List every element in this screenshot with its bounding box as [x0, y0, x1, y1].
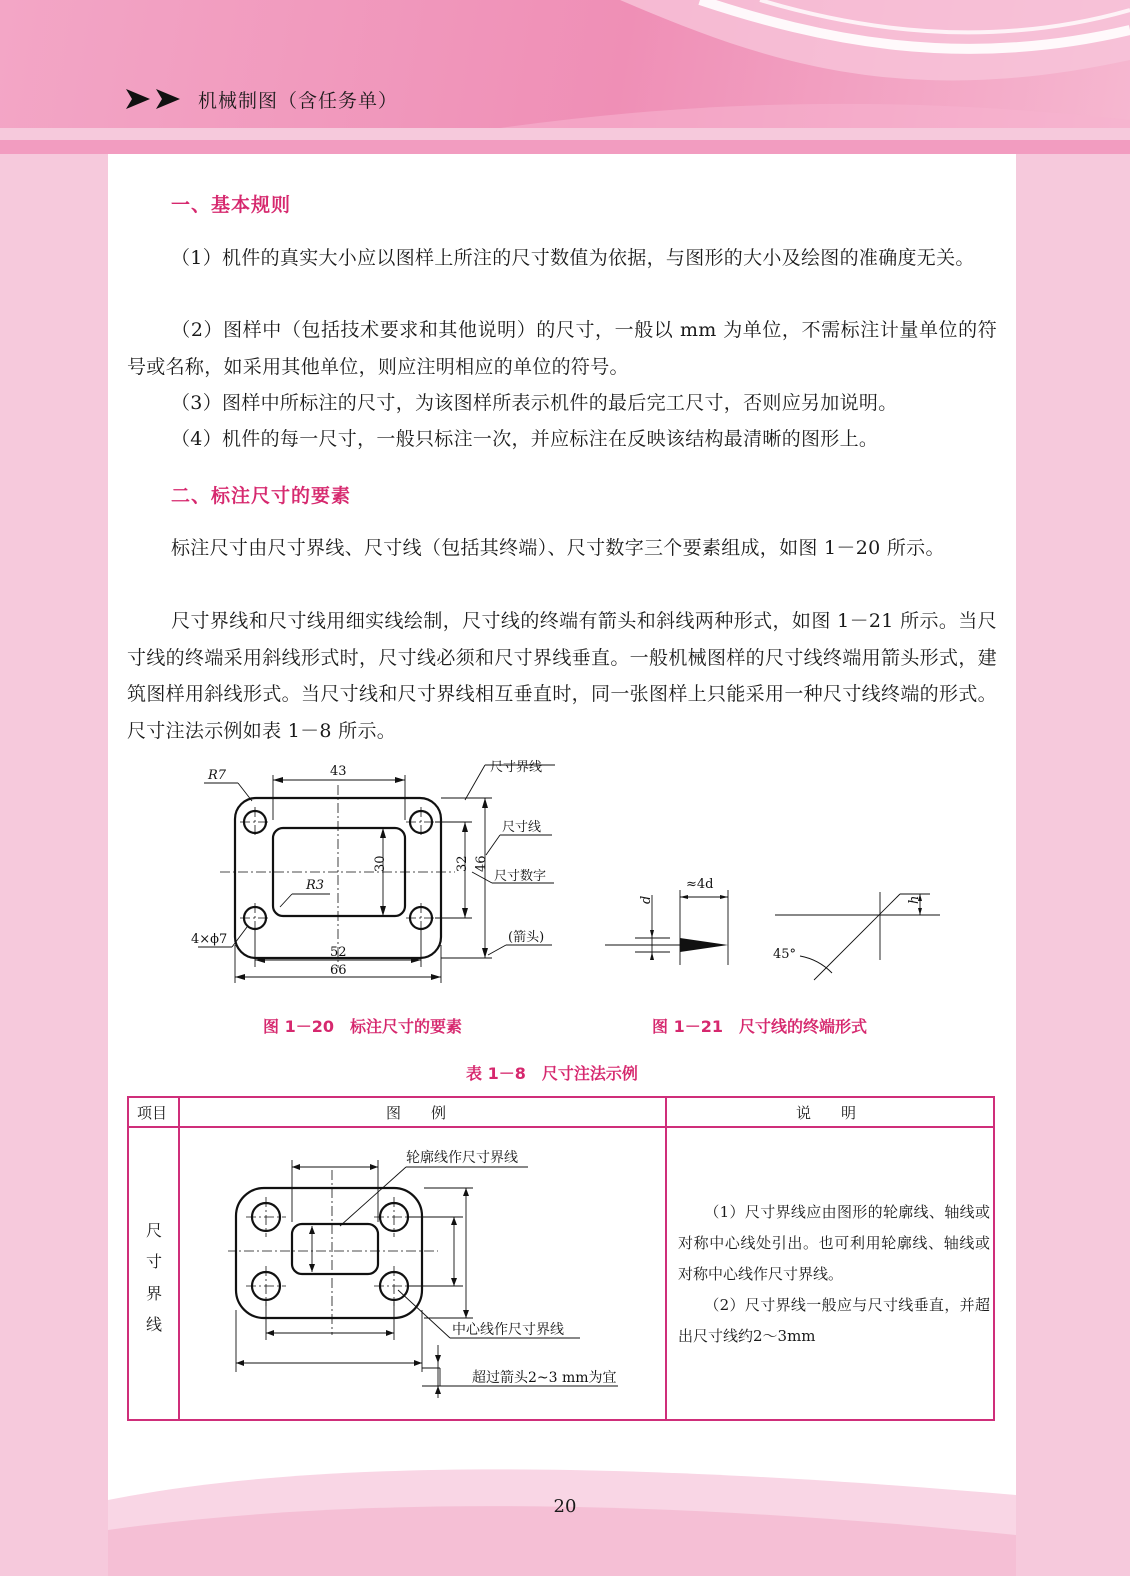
item-char: 尺: [146, 1221, 163, 1240]
section-heading-basic-rules: 一、基本规则: [171, 194, 292, 216]
label-46: 46: [474, 855, 489, 872]
item-char: 寸: [146, 1252, 163, 1271]
table-header-explanation: 说 明: [796, 1104, 857, 1122]
section-heading-elements: 二、标注尺寸的要素: [171, 485, 352, 507]
table-header-item: 项目: [137, 1104, 168, 1122]
header-band: [0, 140, 1130, 154]
label-43: 43: [330, 764, 347, 779]
callout-overshoot: 超过箭头2~3 mm为宜: [472, 1370, 617, 1386]
label-32: 32: [455, 855, 470, 872]
header-banner: [0, 0, 1130, 128]
label-holes: 4×ϕ7: [191, 932, 228, 947]
double-arrow-icon: [126, 87, 186, 111]
table-example-drawing: [228, 1140, 648, 1410]
table-divider: [665, 1097, 667, 1420]
rule-4: （4）机件的每一尺寸，一般只标注一次，并应标注在反映该结构最清晰的图形上。: [171, 428, 879, 450]
callout-centerline-extension: 中心线作尺寸界线: [452, 1322, 564, 1338]
label-4d: ≈4d: [686, 877, 714, 892]
item-char: 界: [146, 1284, 163, 1303]
label-h: h: [907, 895, 922, 904]
table-header-divider: [128, 1126, 994, 1128]
rule-3: （3）图样中所标注的尺寸，为该图样所表示机件的最后完工尺寸，否则应另加说明。: [171, 392, 898, 414]
label-52: 52: [330, 945, 347, 960]
label-arrow: (箭头): [508, 930, 545, 945]
label-r3: R3: [306, 878, 325, 893]
figure-1-20-drawing: [180, 755, 580, 985]
page-number: 20: [553, 1496, 577, 1517]
figure-1-21-caption: 图 1－21 尺寸线的终端形式: [652, 1017, 867, 1036]
book-title: 机械制图（含任务单）: [198, 90, 399, 112]
item-char: 线: [146, 1315, 163, 1334]
table-divider: [178, 1097, 180, 1420]
rule-2: （2）图样中（包括技术要求和其他说明）的尺寸，一般以 mm 为单位，不需标注计量单位的符号或名称，如采用其他单位，则应注明相应的单位的符号。: [127, 319, 997, 378]
label-extension-line: 尺寸界线: [490, 760, 543, 775]
figure-1-21-drawing: [600, 870, 950, 990]
rule-1: （1）机件的真实大小应以图样上所注的尺寸数值为依据，与图形的大小及绘图的准确度无关。: [171, 247, 975, 269]
label-dimension-number: 尺寸数字: [494, 869, 547, 884]
elements-paragraph-1: 标注尺寸由尺寸界线、尺寸线（包括其终端）、尺寸数字三个要素组成，如图 1－20 所示。: [171, 537, 945, 559]
label-30: 30: [373, 855, 388, 872]
table-explanation-2: （2）尺寸界线一般应与尺寸线垂直，并超出尺寸线约2～3mm: [678, 1296, 990, 1345]
table-explanation-1: （1）尺寸界线应由图形的轮廓线、轴线或对称中心线处引出。也可利用轮廓线、轴线或对称中心线作尺寸界线。: [678, 1203, 990, 1283]
elements-paragraph-2: 尺寸界线和尺寸线用细实线绘制，尺寸线的终端有箭头和斜线两种形式，如图 1－21 所示。当尺寸线的终端采用斜线形式时，尺寸线必须和尺寸界线垂直。一般机械图样的尺寸线终端用箭头形式，建筑图样用斜线形式。当尺寸线和尺寸界线相互垂直时，同一张图样上只能采用一种尺寸线终端的形式。尺寸注法示例如表 1－8 所示。: [127, 610, 997, 742]
label-45-degrees: 45°: [773, 947, 797, 962]
label-dimension-line: 尺寸线: [502, 820, 542, 835]
table-1-8-title: 表 1－8 尺寸注法示例: [466, 1064, 638, 1083]
label-d: d: [639, 895, 654, 904]
callout-outline-extension: 轮廓线作尺寸界线: [406, 1150, 518, 1166]
label-r7: R7: [208, 768, 227, 783]
figure-1-20-caption: 图 1－20 标注尺寸的要素: [263, 1017, 462, 1036]
table-header-example: 图 例: [386, 1104, 447, 1122]
label-66: 66: [330, 963, 347, 978]
